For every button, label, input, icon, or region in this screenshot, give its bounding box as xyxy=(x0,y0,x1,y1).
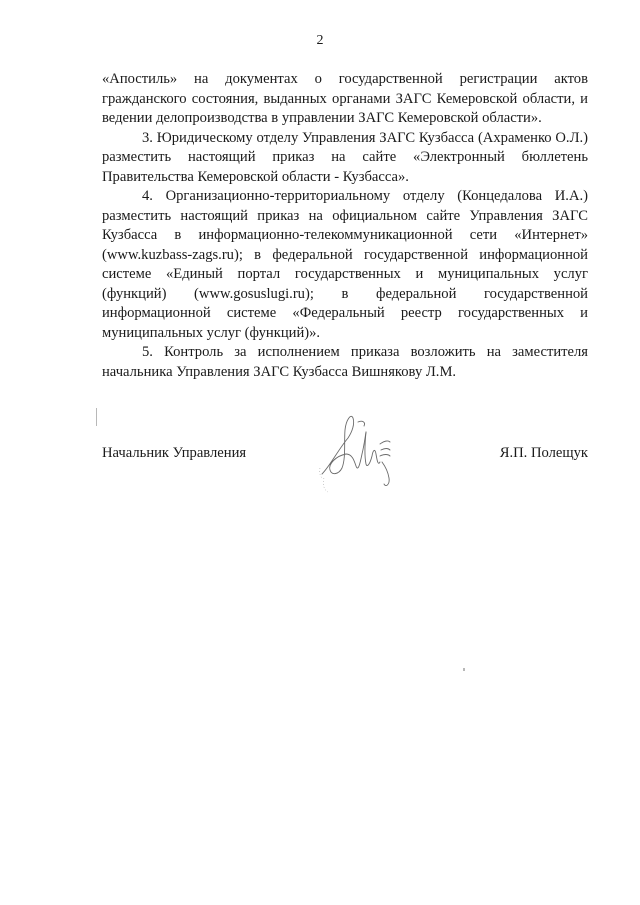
scan-artifact xyxy=(96,408,97,426)
handwritten-signature xyxy=(318,408,418,493)
document-body xyxy=(102,70,588,382)
paragraph-item-5: 5. Контроль за исполнением приказа возложить на заместителя начальника Управления ЗАГС Кузбасса Вишнякову Л.М. xyxy=(102,344,588,380)
page-number: 2 xyxy=(316,33,324,48)
paragraph-item-3: 3. Юридическому отделу Управления ЗАГС Кузбасса (Ахраменко О.Л.) разместить настоящий приказ на сайте «Электронный бюллетень Правительства Кемеровской области - Кузбасса». xyxy=(102,129,588,185)
scan-artifact xyxy=(463,668,465,671)
signatory-position: Начальник Управления xyxy=(102,445,247,461)
paragraph-item-4: 4. Организационно-территориальному отделу (Концедалова И.А.) разместить настоящий приказ на официальном сайте Управления ЗАГС Кузбасса в информационно-телекоммуникационной сети «Интернет» (www.kuzbass-zags.ru); в федеральной государственной информационной системе «Единый портал государственных и муниципальных услуг (функций) (www.gosuslugi.ru); в федеральной государственной информационной системе «Федеральный реестр государственных и муниципальных услуг (функций)». xyxy=(102,188,588,341)
signatory-name: Я.П. Полещук xyxy=(499,445,588,461)
paragraph-continuation: «Апостиль» на документах о государственной регистрации актов гражданского состояния, выданных органами ЗАГС Кемеровской области, и ведении делопроизводства в управлении ЗАГС Кемеровской области». xyxy=(102,71,588,126)
